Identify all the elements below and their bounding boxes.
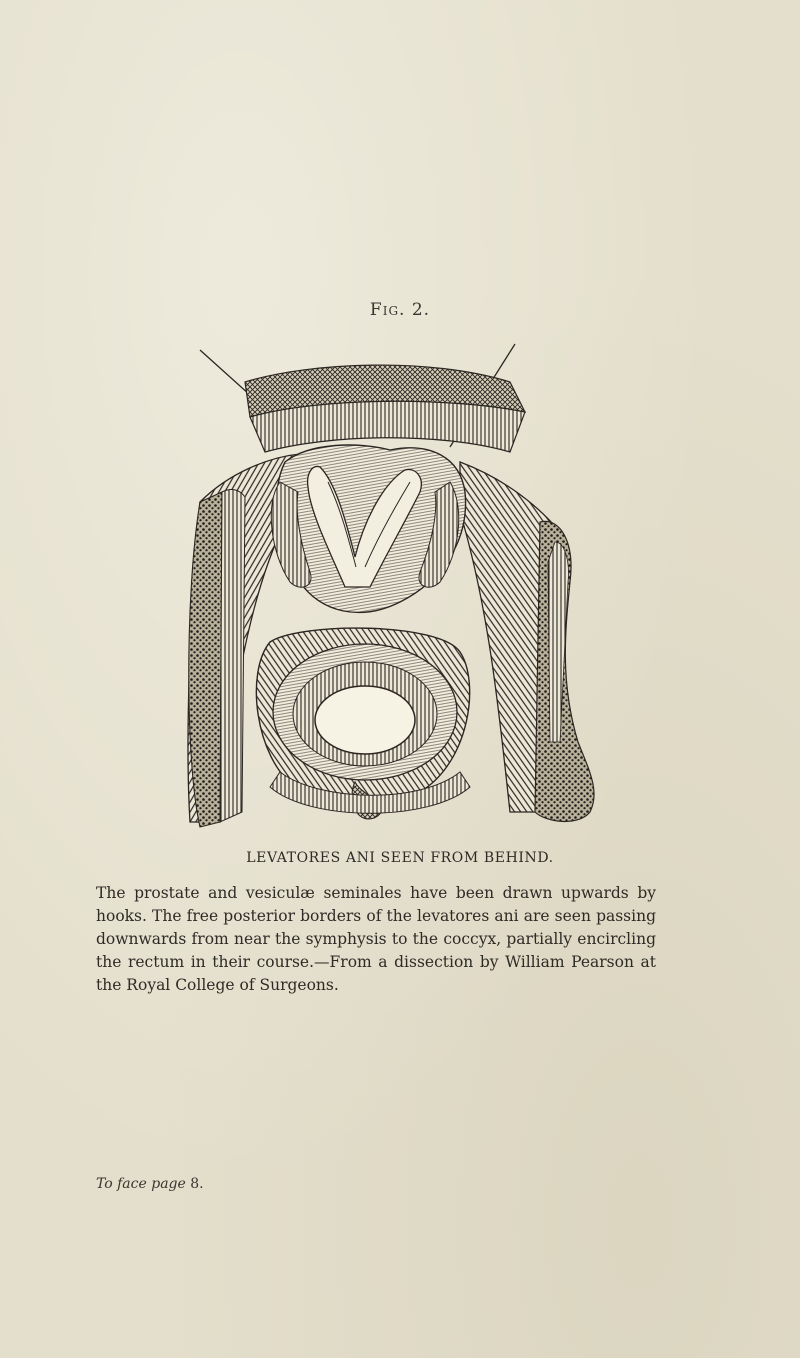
face-page-prefix: To face page: [96, 1176, 186, 1192]
caption-title: LEVATORES ANI SEEN FROM BEHIND.: [246, 850, 554, 866]
anatomical-engraving: [160, 342, 620, 834]
face-page-note: [96, 1176, 204, 1192]
face-page-number: 8.: [190, 1176, 204, 1192]
caption-body: The prostate and vesiculæ seminales have been drawn upwards by hooks. The free posterior borders of the levatores ani are seen passing downwards from near the symphysis to the coccyx, partially encircling the rectum in their course.—From a dissection by William Pearson at the Royal College of Surgeons.: [96, 884, 656, 994]
figure-label: Fig. 2.: [369, 300, 431, 320]
